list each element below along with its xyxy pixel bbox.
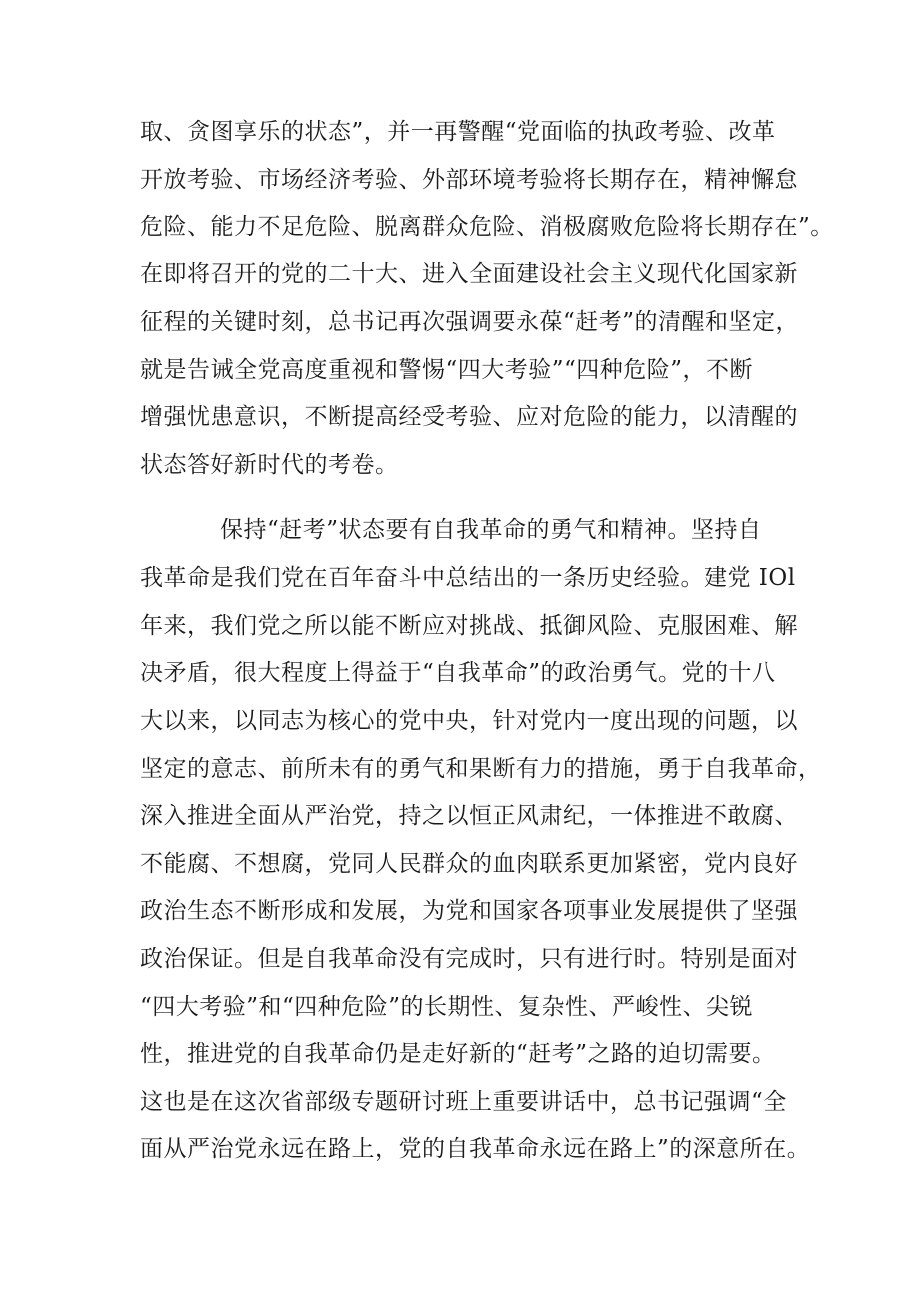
text-line: 不能腐、不想腐，党同人民群众的血肉联系更加紧密，党内良好	[140, 851, 798, 877]
text-line: 面从严治党永远在路上，党的自我革命永远在路上”的深意所在。	[140, 1136, 811, 1162]
text-line: 这也是在这次省部级专题研讨班上重要讲话中，总书记强调“全	[140, 1089, 787, 1115]
text-line: 决矛盾，很大程度上得益于“自我革命”的政治勇气。党的十八	[140, 660, 776, 686]
text-line: 保持“赶考”状态要有自我革命的勇气和精神。坚持自	[220, 517, 762, 543]
text-line: 增强忧患意识，不断提高经受考验、应对危险的能力，以清醒的	[140, 404, 798, 430]
text-line: 在即将召开的党的二十大、进入全面建设社会主义现代化国家新	[140, 261, 798, 287]
text-line: 取、贪图享乐的状态”，并一再警醒“党面临的执政考验、改革	[140, 119, 776, 145]
text-line: 政治生态不断形成和发展，为党和国家各项事业发展提供了坚强	[140, 898, 798, 924]
text-line: 年来，我们党之所以能不断应对挑战、抵御风险、克服困难、解	[140, 613, 798, 639]
text-line: 坚定的意志、前所未有的勇气和果断有力的措施，勇于自我革命，	[140, 756, 822, 782]
text-line: 政治保证。但是自我革命没有完成时，只有进行时。特别是面对	[140, 946, 798, 972]
text-line: 开放考验、市场经济考验、外部环境考验将长期存在，精神懈怠	[140, 167, 798, 193]
text-line: 深入推进全面从严治党，持之以恒正风肃纪，一体推进不敢腐、	[140, 803, 798, 829]
text-line: 大以来，以同志为核心的党中央，针对党内一度出现的问题，以	[140, 708, 798, 734]
text-line: 就是告诫全党高度重视和警惕“四大考验”“四种危险”，不断	[140, 357, 754, 383]
text-line: “四大考验”和“四种危险”的长期性、复杂性、严峻性、尖锐	[140, 994, 754, 1020]
text-line: 性，推进党的自我革命仍是走好新的“赶考”之路的迫切需要。	[140, 1041, 776, 1067]
text-line: 危险、能力不足危险、脱离群众危险、消极腐败危险将长期存在”。	[140, 214, 834, 240]
text-line: 状态答好新时代的考卷。	[140, 452, 399, 478]
text-line: 征程的关键时刻，总书记再次强调要永葆“赶考”的清醒和坚定，	[140, 309, 800, 335]
text-line: 我革命是我们党在百年奋斗中总结出的一条历史经验。建党 IOl	[140, 565, 796, 591]
